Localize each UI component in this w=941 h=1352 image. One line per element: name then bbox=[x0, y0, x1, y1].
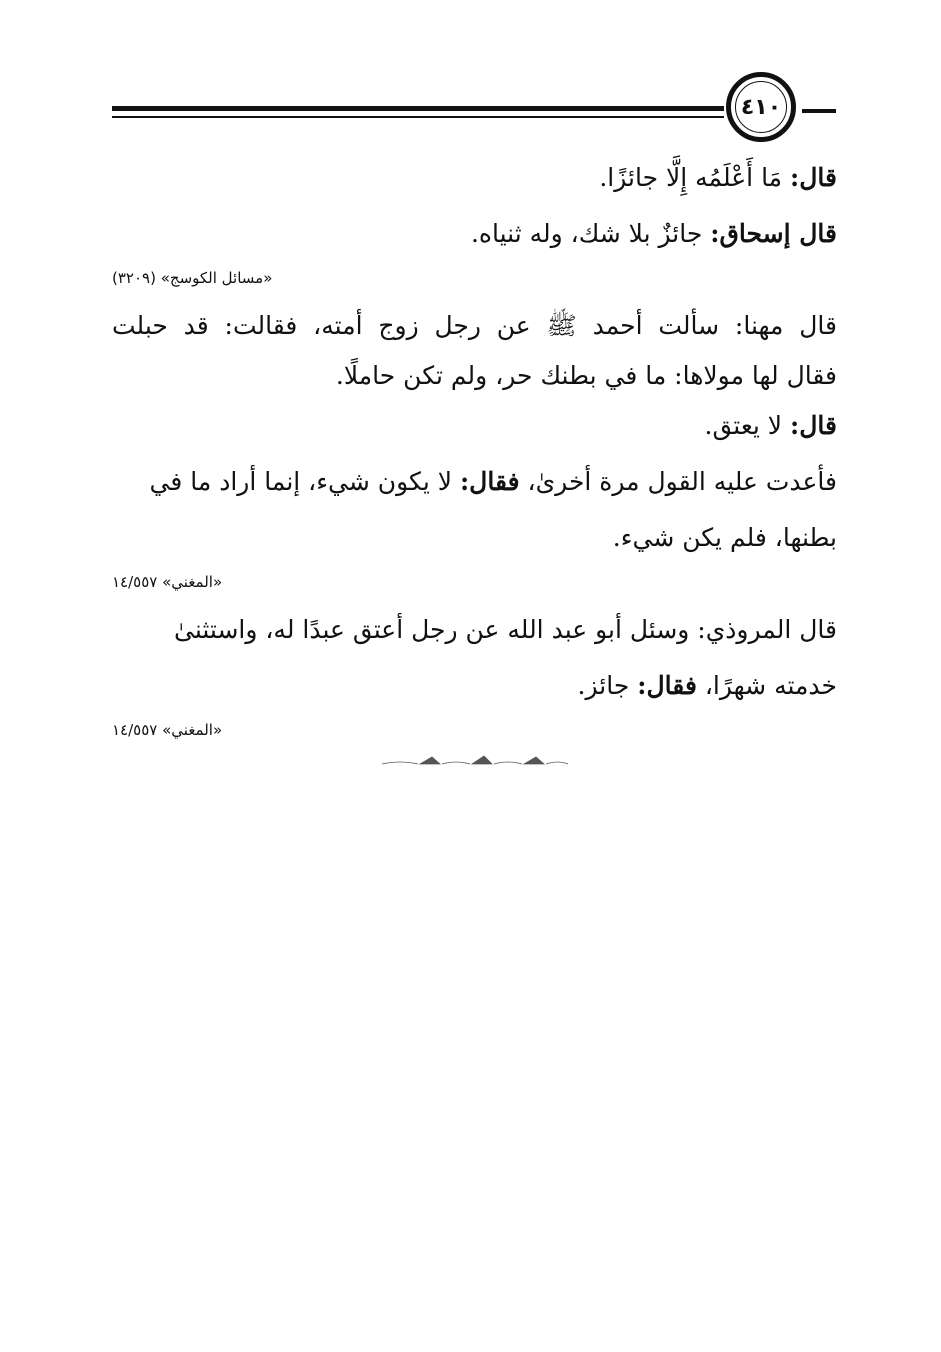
paragraph-5-line-2 bbox=[112, 510, 837, 566]
paragraph-text: جائز. bbox=[577, 671, 630, 700]
section-divider-ornament bbox=[380, 752, 570, 770]
paragraph-4 bbox=[112, 398, 837, 454]
paragraph-text: فأعدت عليه القول مرة أخرىٰ، bbox=[527, 467, 837, 496]
speaker-label: قال: bbox=[790, 163, 837, 192]
paragraph-text: لا يكون شيء، إنما أراد ما في bbox=[149, 467, 452, 496]
paragraph-text: قال مهنا: سألت أحمد ﷺ عن رجل زوج أمته، فقالت: قد حبلت bbox=[112, 311, 837, 340]
speaker-label: قال: bbox=[790, 411, 837, 440]
header-rule-thick bbox=[112, 106, 724, 111]
header-rule-right bbox=[802, 109, 836, 113]
paragraph-text: بطنها، فلم يكن شيء. bbox=[612, 523, 837, 552]
page-number-badge bbox=[726, 72, 796, 142]
paragraph-text: خدمته شهرًا، bbox=[704, 671, 837, 700]
reference-citation: «المغني» ١٤/٥٥٧ bbox=[112, 721, 223, 739]
paragraph-text: مَا أَعْلَمُه إِلَّا جائزًا. bbox=[599, 163, 783, 192]
paragraph-5-line-1 bbox=[112, 454, 837, 510]
reference-row-2 bbox=[112, 566, 837, 602]
speaker-label: فقال: bbox=[459, 467, 520, 496]
paragraph-1 bbox=[112, 150, 837, 206]
speaker-label: قال إسحاق: bbox=[710, 219, 837, 248]
reference-citation: «المغني» ١٤/٥٥٧ bbox=[112, 573, 223, 591]
page-header bbox=[112, 72, 837, 148]
page-number: ٤١٠ bbox=[740, 94, 782, 120]
paragraph-2 bbox=[112, 206, 837, 262]
reference-row-1 bbox=[112, 262, 837, 298]
reference-row-3 bbox=[112, 714, 837, 750]
page-body bbox=[112, 150, 837, 750]
paragraph-6-line-1 bbox=[112, 602, 837, 658]
paragraph-text: جائزٌ بلا شك، وله ثنياه. bbox=[470, 219, 703, 248]
paragraph-6-line-2 bbox=[112, 658, 837, 714]
header-rule-thin bbox=[112, 116, 724, 118]
reference-citation: «مسائل الكوسج» (٣٢٠٩) bbox=[112, 269, 273, 287]
paragraph-text: قال المروذي: وسئل أبو عبد الله عن رجل أعتق عبدًا له، واستثنىٰ bbox=[173, 615, 837, 644]
paragraph-3-line-1 bbox=[112, 298, 837, 354]
paragraph-text: فقال لها مولاها: ما في بطنك حر، ولم تكن حاملًا. bbox=[335, 361, 837, 390]
paragraph-3-line-2 bbox=[112, 348, 837, 404]
speaker-label: فقال: bbox=[637, 671, 697, 700]
paragraph-text: لا يعتق. bbox=[704, 411, 783, 440]
